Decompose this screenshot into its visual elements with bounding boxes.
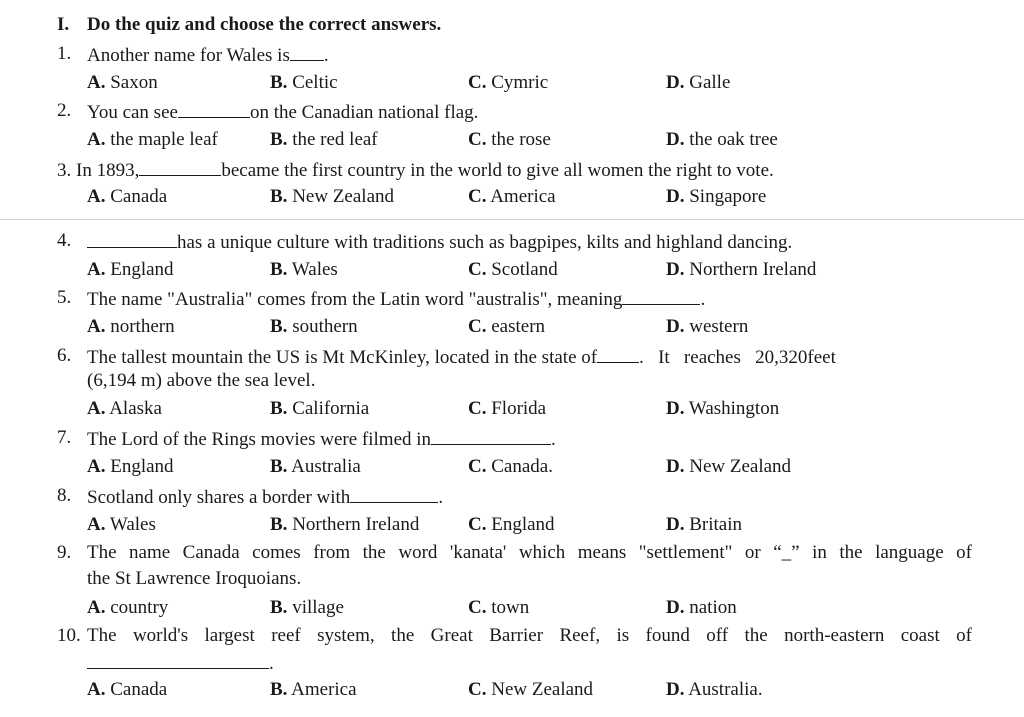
option-a[interactable]: A. England: [87, 456, 174, 477]
question-text: The name Canada comes from the word 'kanata' which means "settlement" or “_” in the language of: [87, 542, 972, 563]
answer-blank: [87, 652, 269, 669]
question-text: The name "Australia" comes from the Latin word "australis", meaning .: [87, 289, 706, 310]
question-text: has a unique culture with traditions such as bagpipes, kilts and highland dancing.: [87, 231, 792, 252]
option-a[interactable]: A. country: [87, 597, 169, 618]
option-b[interactable]: B. New Zealand: [270, 186, 394, 207]
question-number: 8.: [57, 485, 72, 506]
question-text: 3. In 1893, became the first country in the world to give all women the right to vote.: [57, 160, 774, 181]
option-c[interactable]: C. eastern: [468, 316, 546, 337]
option-a[interactable]: A. the maple leaf: [87, 129, 218, 150]
question-text-continued: .: [87, 652, 274, 673]
option-d[interactable]: D. Britain: [666, 514, 743, 535]
question-text: The world's largest reef system, the Great Barrier Reef, is found off the north-eastern coast of: [87, 625, 972, 646]
option-a[interactable]: A. Canada: [87, 186, 168, 207]
option-d[interactable]: D. Australia.: [666, 679, 763, 700]
question-text: Another name for Wales is .: [87, 45, 329, 66]
question-number: 4.: [57, 230, 72, 251]
answer-blank: [178, 101, 250, 118]
question-text-continued: (6,194 m) above the sea level.: [87, 370, 316, 391]
option-a[interactable]: A. England: [87, 259, 174, 280]
answer-blank: [290, 44, 324, 61]
option-c[interactable]: C. the rose: [468, 129, 551, 150]
option-d[interactable]: D. Washington: [666, 398, 780, 419]
question-text: Scotland only shares a border with .: [87, 487, 444, 508]
question-number: 1.: [57, 43, 72, 64]
option-a[interactable]: A. Wales: [87, 514, 156, 535]
question-number: 6.: [57, 345, 72, 366]
section-numeral: I.: [57, 14, 70, 35]
option-c[interactable]: C. Scotland: [468, 259, 558, 280]
question-text: The tallest mountain the US is Mt McKinley, located in the state of . It reaches 20,320feet: [87, 347, 836, 368]
option-b[interactable]: B. Celtic: [270, 72, 338, 93]
option-d[interactable]: D. nation: [666, 597, 737, 618]
answer-blank: [87, 231, 177, 248]
option-c[interactable]: C. England: [468, 514, 555, 535]
section-heading: [57, 15, 441, 34]
option-b[interactable]: B. Northern Ireland: [270, 514, 420, 535]
page-divider: [0, 219, 1024, 220]
option-d[interactable]: D. western: [666, 316, 749, 337]
question-number: 5.: [57, 287, 72, 308]
answer-blank: [139, 159, 221, 176]
option-d[interactable]: D. Galle: [666, 72, 731, 93]
answer-blank: [622, 288, 700, 305]
option-c[interactable]: C. town: [468, 597, 530, 618]
question-number: 7.: [57, 427, 72, 448]
option-a[interactable]: A. Canada: [87, 679, 168, 700]
option-d[interactable]: D. New Zealand: [666, 456, 792, 477]
option-b[interactable]: B. America: [270, 679, 357, 700]
option-b[interactable]: B. California: [270, 398, 370, 419]
section-title: Do the quiz and choose the correct answers.: [87, 14, 442, 35]
question-number: 9.: [57, 542, 72, 563]
option-a[interactable]: A. Saxon: [87, 72, 158, 93]
option-a[interactable]: A. Alaska: [87, 398, 162, 419]
option-c[interactable]: C. New Zealand: [468, 679, 594, 700]
answer-blank: [350, 486, 438, 503]
answer-blank: [431, 428, 551, 445]
question-number: 2.: [57, 100, 72, 121]
question-text: The Lord of the Rings movies were filmed in .: [87, 429, 556, 450]
option-d[interactable]: D. Singapore: [666, 186, 767, 207]
option-c[interactable]: C. Cymric: [468, 72, 549, 93]
option-b[interactable]: B. southern: [270, 316, 358, 337]
option-b[interactable]: B. the red leaf: [270, 129, 378, 150]
option-c[interactable]: C. Florida: [468, 398, 547, 419]
option-d[interactable]: D. Northern Ireland: [666, 259, 817, 280]
option-d[interactable]: D. the oak tree: [666, 129, 778, 150]
answer-blank: [597, 346, 639, 363]
option-c[interactable]: C. America: [468, 186, 556, 207]
option-b[interactable]: B. Australia: [270, 456, 361, 477]
option-a[interactable]: A. northern: [87, 316, 175, 337]
question-text: You can see on the Canadian national flag.: [87, 102, 479, 123]
option-b[interactable]: B. village: [270, 597, 344, 618]
option-c[interactable]: C. Canada.: [468, 456, 553, 477]
question-text-continued: the St Lawrence Iroquoians.: [87, 568, 302, 589]
question-number: 10.: [57, 625, 81, 646]
option-b[interactable]: B. Wales: [270, 259, 338, 280]
